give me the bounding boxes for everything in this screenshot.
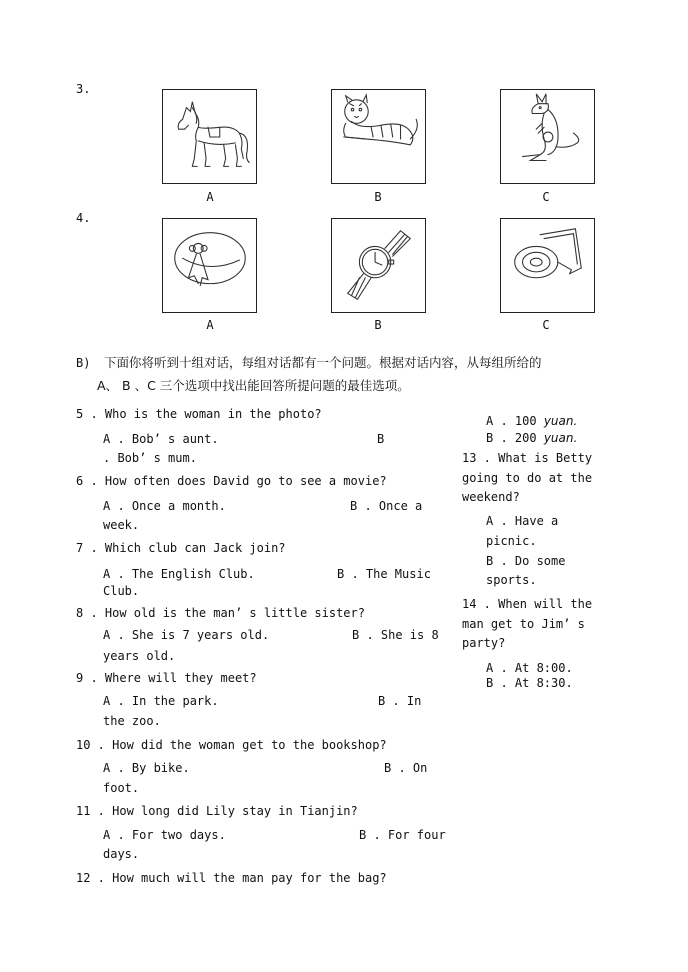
- question-9-option-b-part1[interactable]: B . In: [378, 694, 422, 708]
- question-10: 10 . How did the woman get to the bookshop?: [76, 738, 387, 752]
- question-13-line1: 13 . What is Betty: [462, 451, 593, 465]
- q3-option-c-label: C: [542, 190, 550, 204]
- question-6-option-a[interactable]: A . Once a month.: [103, 499, 226, 513]
- question-12: 12 . How much will the man pay for the bag?: [76, 871, 387, 885]
- question-6: 6 . How often does David go to see a movie?: [76, 474, 387, 488]
- q4-option-a-image[interactable]: [162, 218, 257, 313]
- question-5-option-a[interactable]: A . Bob’ s aunt.: [103, 432, 219, 446]
- question-10-option-b-part1[interactable]: B . On: [384, 761, 428, 775]
- question-11-option-a[interactable]: A . For two days.: [103, 828, 226, 842]
- question-13-option-a-part2[interactable]: picnic.: [486, 534, 537, 548]
- question-11-option-b-part1[interactable]: B . For four: [359, 828, 446, 842]
- question-14-line1: 14 . When will the: [462, 597, 593, 611]
- q4-option-b-label: B: [374, 318, 382, 332]
- question-12-option-a[interactable]: A . 100 yuan.: [486, 414, 578, 428]
- question-11: 11 . How long did Lily stay in Tianjin?: [76, 804, 358, 818]
- question-3-number: 3.: [76, 82, 91, 96]
- yuan-unit-b: yuan.: [543, 431, 578, 445]
- q3-option-b-image[interactable]: [331, 89, 426, 184]
- q3-option-a-image[interactable]: [162, 89, 257, 184]
- question-10-option-a[interactable]: A . By bike.: [103, 761, 190, 775]
- q4-option-a-label: A: [206, 318, 214, 332]
- q3-option-a-label: A: [206, 190, 214, 204]
- cd-icon: [501, 219, 594, 312]
- watch-icon: [332, 219, 425, 312]
- tiger-icon: [332, 90, 425, 183]
- question-11-option-b-part2[interactable]: days.: [103, 847, 140, 861]
- q3-option-b-label: B: [374, 190, 382, 204]
- yuan-unit-a: yuan.: [543, 414, 578, 428]
- question-5-option-b-part2[interactable]: . Bob’ s mum.: [103, 451, 197, 465]
- question-8-option-b-part1[interactable]: B . She is 8: [352, 628, 439, 642]
- section-b-tag: B): [76, 356, 91, 370]
- q4-option-c-image[interactable]: [500, 218, 595, 313]
- question-7-option-b-part1[interactable]: B . The Music: [337, 567, 431, 581]
- hat-icon: [163, 219, 256, 312]
- question-9-option-a[interactable]: A . In the park.: [103, 694, 219, 708]
- question-13-option-a-part1[interactable]: A . Have a: [486, 514, 559, 528]
- question-9-option-b-part2[interactable]: the zoo.: [103, 714, 161, 728]
- question-4-number: 4.: [76, 211, 91, 225]
- question-13-option-b-part2[interactable]: sports.: [486, 573, 537, 587]
- question-10-option-b-part2[interactable]: foot.: [103, 781, 140, 795]
- question-7-option-a[interactable]: A . The English Club.: [103, 567, 255, 581]
- q3-option-c-image[interactable]: [500, 89, 595, 184]
- section-b-instruction-line1: 下面你将听到十组对话，每组对话都有一个问题。根据对话内容，从每组所给的: [104, 355, 542, 370]
- question-14-option-b[interactable]: B . At 8:30.: [486, 676, 573, 690]
- kangaroo-icon: [501, 90, 594, 183]
- question-6-option-b-part1[interactable]: B . Once a: [350, 499, 423, 513]
- question-13-line3: weekend?: [462, 490, 520, 504]
- q4-option-c-label: C: [542, 318, 550, 332]
- question-8: 8 . How old is the man’ s little sister?: [76, 606, 365, 620]
- section-b-instruction-line2: A、 B 、C 三个选项中找出能回答所提问题的最佳选项。: [97, 378, 410, 393]
- question-6-option-b-part2[interactable]: week.: [103, 518, 140, 532]
- question-9: 9 . Where will they meet?: [76, 671, 257, 685]
- question-8-option-a[interactable]: A . She is 7 years old.: [103, 628, 270, 642]
- question-12-option-b[interactable]: B . 200 yuan.: [486, 431, 578, 445]
- question-14-line3: party?: [462, 636, 506, 650]
- question-5: 5 . Who is the woman in the photo?: [76, 407, 322, 421]
- horse-icon: [163, 90, 256, 183]
- q4-option-b-image[interactable]: [331, 218, 426, 313]
- question-13-line2: going to do at the: [462, 471, 593, 485]
- question-13-option-b-part1[interactable]: B . Do some: [486, 554, 566, 568]
- question-8-option-b-part2[interactable]: years old.: [103, 649, 176, 663]
- question-14-line2: man get to Jim’ s: [462, 617, 585, 631]
- question-7: 7 . Which club can Jack join?: [76, 541, 286, 555]
- question-14-option-a[interactable]: A . At 8:00.: [486, 661, 573, 675]
- question-7-option-b-part2[interactable]: Club.: [103, 584, 140, 598]
- question-5-option-b-part1[interactable]: B: [377, 432, 385, 446]
